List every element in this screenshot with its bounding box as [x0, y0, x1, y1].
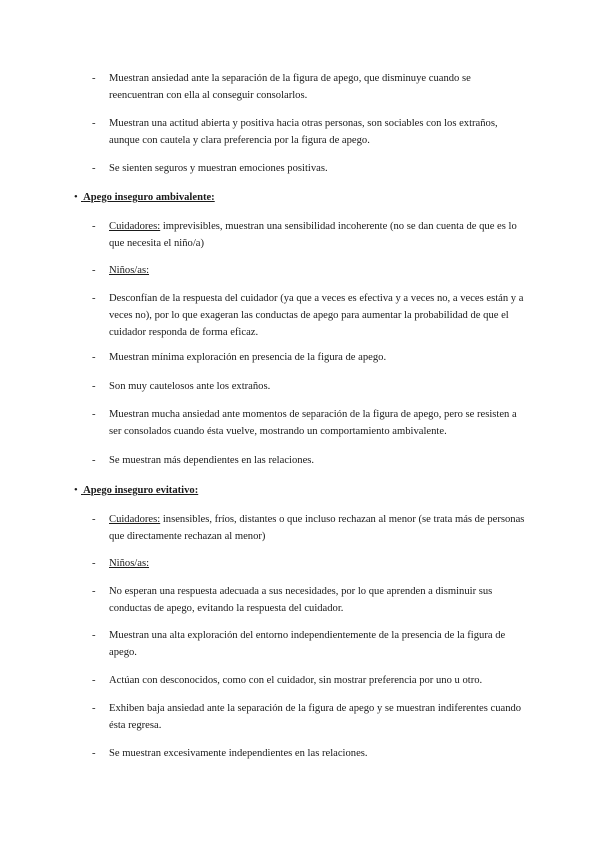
caregivers-item — [92, 511, 527, 545]
dash-bullet: - — [92, 163, 96, 174]
section-heading-ambivalente — [74, 189, 215, 206]
dash-bullet: - — [92, 455, 96, 466]
heading-text: Apego inseguro ambivalente: — [83, 192, 215, 203]
caregivers-description: insensibles, fríos, distantes o que incluso rechazan al menor (se trata más de personas que directamente rechazan al menor) — [109, 514, 525, 542]
caregivers-text — [109, 511, 527, 545]
dash-bullet: - — [92, 352, 96, 363]
children-label: Niños/as: — [109, 265, 150, 276]
list-item — [92, 672, 527, 689]
list-item-text: Actúan con desconocidos, como con el cuidador, sin mostrar preferencia por uno u otro. — [109, 675, 483, 686]
children-label: Niños/as: — [109, 558, 150, 569]
dash-bullet: - — [92, 514, 96, 525]
list-item — [92, 583, 527, 617]
list-item-text: Se muestran más dependientes en las relaciones. — [109, 455, 315, 466]
list-item — [92, 406, 527, 440]
list-item-text: Exhiben baja ansiedad ante la separación de la figura de apego y se muestran indiferentes cuando ésta regresa. — [109, 703, 522, 731]
dash-bullet: - — [92, 703, 96, 714]
list-item-text: Se muestran excesivamente independientes en las relaciones. — [109, 748, 368, 759]
section-heading-evitativo — [74, 482, 198, 499]
dash-bullet: - — [92, 221, 96, 232]
caregivers-label: Cuidadores: — [109, 221, 161, 232]
list-item — [92, 452, 527, 469]
list-item — [92, 745, 527, 762]
caregivers-label: Cuidadores: — [109, 514, 161, 525]
list-item — [92, 378, 527, 395]
list-item-text: Muestran mínima exploración en presencia de la figura de apego. — [109, 352, 387, 363]
bullet: • — [74, 192, 78, 203]
children-label-item — [92, 555, 527, 572]
dash-bullet: - — [92, 675, 96, 686]
caregivers-text — [109, 218, 527, 252]
list-item-text: Muestran ansiedad ante la separación de la figura de apego, que disminuye cuando se reencuentran con ella al conseguir consolarlos. — [109, 73, 471, 101]
dash-bullet: - — [92, 409, 96, 420]
dash-bullet: - — [92, 381, 96, 392]
dash-bullet: - — [92, 558, 96, 569]
list-item — [92, 115, 527, 149]
list-item-text: Muestran una alta exploración del entorno independientemente de la presencia de la figura de apego. — [109, 630, 506, 658]
list-item-text: Muestran mucha ansiedad ante momentos de separación de la figura de apego, pero se resisten a ser consolados cuando ésta vuelve, mostrando un comportamiento ambivalente. — [109, 409, 517, 437]
list-item — [92, 627, 527, 661]
list-item-text: Se sienten seguros y muestran emociones positivas. — [109, 163, 328, 174]
dash-bullet: - — [92, 630, 96, 641]
list-item — [92, 700, 527, 734]
dash-bullet: - — [92, 265, 96, 276]
list-item-text: Desconfían de la respuesta del cuidador (ya que a veces es efectiva y a veces no, a veces están y a veces no), por lo que exageran las conductas de apego para aumentar la probabilidad de que el cuidador responda de forma eficaz. — [109, 293, 524, 338]
list-item — [92, 349, 527, 366]
list-item — [92, 160, 527, 177]
list-item-text: Muestran una actitud abierta y positiva hacia otras personas, son sociables con los extraños, aunque con cautela y clara preferencia por la figura de apego. — [109, 118, 498, 146]
list-item-text: No esperan una respuesta adecuada a sus necesidades, por lo que aprenden a disminuir sus conductas de apego, evitando la respuesta del cuidador. — [109, 586, 493, 614]
dash-bullet: - — [92, 118, 96, 129]
dash-bullet: - — [92, 748, 96, 759]
caregivers-description: imprevisibles, muestran una sensibilidad incoherente (no se dan cuenta de que es lo que necesita el niño/a) — [109, 221, 517, 249]
caregivers-item — [92, 218, 527, 252]
list-item — [92, 70, 527, 104]
dash-bullet: - — [92, 293, 96, 304]
bullet: • — [74, 485, 78, 496]
heading-text: Apego inseguro evitativo: — [83, 485, 199, 496]
children-label-item — [92, 262, 527, 279]
dash-bullet: - — [92, 73, 96, 84]
list-item — [92, 290, 527, 341]
dash-bullet: - — [92, 586, 96, 597]
list-item-text: Son muy cautelosos ante los extraños. — [109, 381, 271, 392]
